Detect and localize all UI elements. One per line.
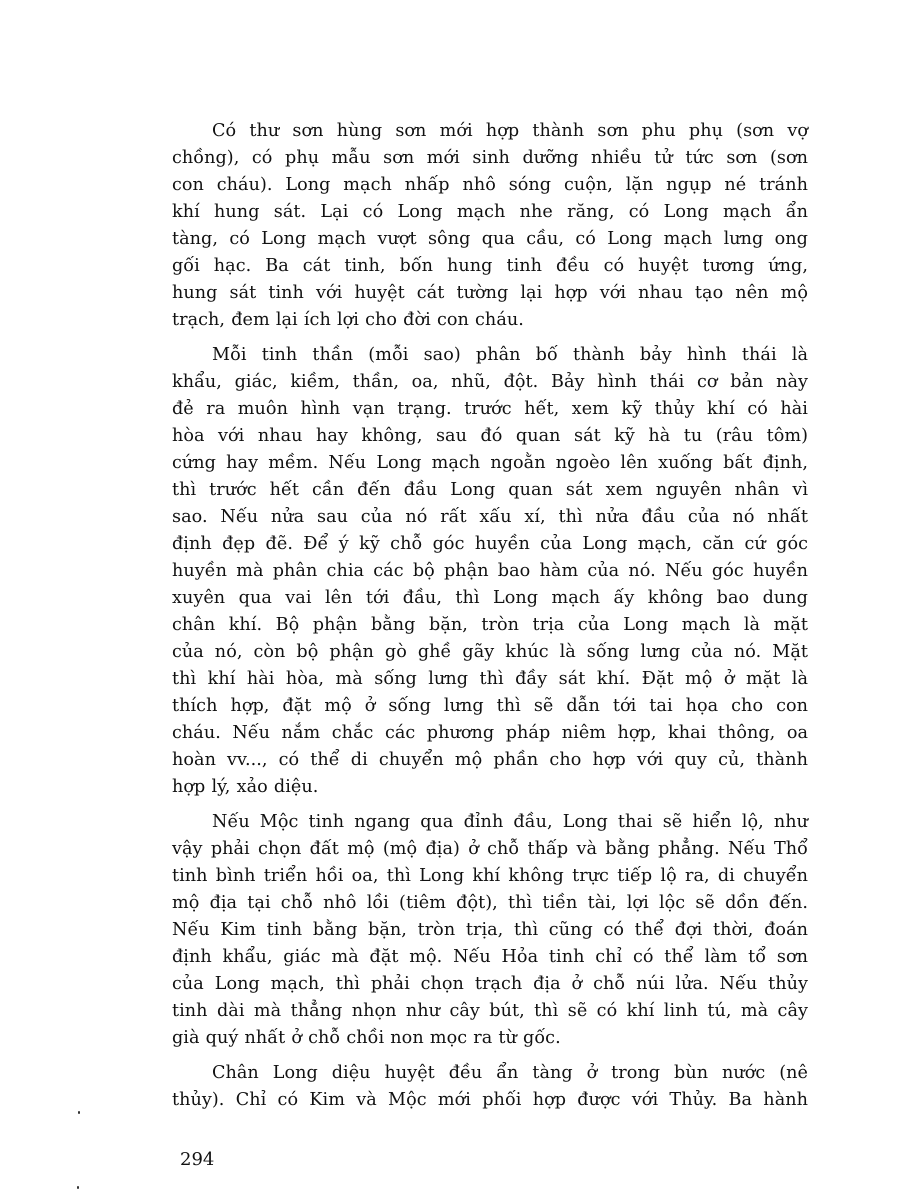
- text-line: chồng), có phụ mẫu sơn mới sinh dưỡng nhiều tử tức sơn (sơn: [172, 148, 808, 168]
- text-line: Nếu Mộc tinh ngang qua đỉnh đầu, Long thai sẽ hiển lộ, như: [212, 812, 808, 832]
- text-line: hòa với nhau hay không, sau đó quan sát kỹ hà tu (râu tôm): [172, 426, 808, 446]
- text-line: thì khí hài hòa, mà sống lưng thì đầy sát khí. Đặt mộ ở mặt là: [172, 669, 808, 689]
- text-line: hợp lý, xảo diệu.: [172, 777, 319, 797]
- text-line: thủy). Chỉ có Kim và Mộc mới phối hợp được với Thủy. Ba hành: [172, 1090, 808, 1110]
- text-line: hung sát tinh với huyệt cát tường lại hợp với nhau tạo nên mộ: [172, 283, 808, 303]
- text-line: của nó, còn bộ phận gò ghề gãy khúc là sống lưng của nó. Mặt: [172, 642, 808, 662]
- text-line: huyền mà phân chia các bộ phận bao hàm của nó. Nếu góc huyền: [172, 561, 808, 581]
- text-line: của Long mạch, thì phải chọn trạch địa ở chỗ núi lửa. Nếu thủy: [172, 974, 808, 994]
- text-line: thì trước hết cần đến đầu Long quan sát xem nguyên nhân vì: [172, 480, 808, 500]
- text-line: già quý nhất ở chỗ chồi non mọc ra từ gốc.: [172, 1028, 561, 1048]
- paragraph-2: [172, 342, 808, 801]
- text-line: con cháu). Long mạch nhấp nhô sóng cuộn, lặn ngụp né tránh: [172, 175, 808, 195]
- text-line: mộ địa tại chỗ nhô lồi (tiêm đột), thì tiền tài, lợi lộc sẽ dồn đến.: [172, 893, 808, 913]
- text-line: định đẹp đẽ. Để ý kỹ chỗ góc huyền của Long mạch, căn cứ góc: [172, 534, 808, 554]
- text-line: đẻ ra muôn hình vạn trạng. trước hết, xem kỹ thủy khí có hài: [172, 399, 808, 419]
- text-line: xuyên qua vai lên tới đầu, thì Long mạch ấy không bao dung: [172, 588, 808, 608]
- paragraph-3: [172, 809, 808, 1052]
- text-line: cứng hay mềm. Nếu Long mạch ngoằn ngoèo lên xuống bất định,: [172, 453, 808, 473]
- text-line: tàng, có Long mạch vượt sông qua cầu, có Long mạch lưng ong: [172, 229, 808, 249]
- text-line: khẩu, giác, kiềm, thần, oa, nhũ, đột. Bảy hình thái cơ bản này: [172, 372, 808, 392]
- text-line: tinh bình triển hồi oa, thì Long khí không trực tiếp lộ ra, di chuyển: [172, 866, 808, 886]
- text-line: gối hạc. Ba cát tinh, bốn hung tinh đều có huyệt tương ứng,: [172, 256, 808, 276]
- text-line: vậy phải chọn đất mộ (mộ địa) ở chỗ thấp và bằng phẳng. Nếu Thổ: [172, 839, 808, 859]
- text-line: định khẩu, giác mà đặt mộ. Nếu Hỏa tinh chỉ có thể làm tổ sơn: [172, 947, 808, 967]
- text-line: chân khí. Bộ phận bằng bặn, tròn trịa của Long mạch là mặt: [172, 615, 808, 635]
- text-line: sao. Nếu nửa sau của nó rất xấu xí, thì nửa đầu của nó nhất: [172, 507, 808, 527]
- text-line: Chân Long diệu huyệt đều ẩn tàng ở trong bùn nước (nê: [212, 1063, 808, 1083]
- scan-speck: [77, 1186, 79, 1189]
- text-line: thích hợp, đặt mộ ở sống lưng thì sẽ dẫn tới tai họa cho con: [172, 696, 808, 716]
- text-line: Nếu Kim tinh bằng bặn, tròn trịa, thì cũng có thể đợi thời, đoán: [172, 920, 808, 940]
- text-line: hoàn vv..., có thể di chuyển mộ phần cho hợp với quy củ, thành: [172, 750, 808, 770]
- paragraph-4: [172, 1060, 808, 1114]
- text-line: Có thư sơn hùng sơn mới hợp thành sơn phu phụ (sơn vợ: [212, 121, 808, 141]
- text-line: Mỗi tinh thần (mỗi sao) phân bố thành bảy hình thái là: [212, 345, 808, 365]
- text-line: khí hung sát. Lại có Long mạch nhe răng, có Long mạch ẩn: [172, 202, 808, 222]
- text-line: tinh dài mà thẳng nhọn như cây bút, thì sẽ có khí linh tú, mà cây: [172, 1001, 808, 1021]
- text-line: cháu. Nếu nắm chắc các phương pháp niêm hợp, khai thông, oa: [172, 723, 808, 743]
- text-line: trạch, đem lại ích lợi cho đời con cháu.: [172, 310, 524, 330]
- page-number: 294: [180, 1149, 215, 1170]
- paragraph-1: [172, 118, 808, 334]
- page-body: [172, 118, 808, 1122]
- scan-speck: [78, 1111, 80, 1114]
